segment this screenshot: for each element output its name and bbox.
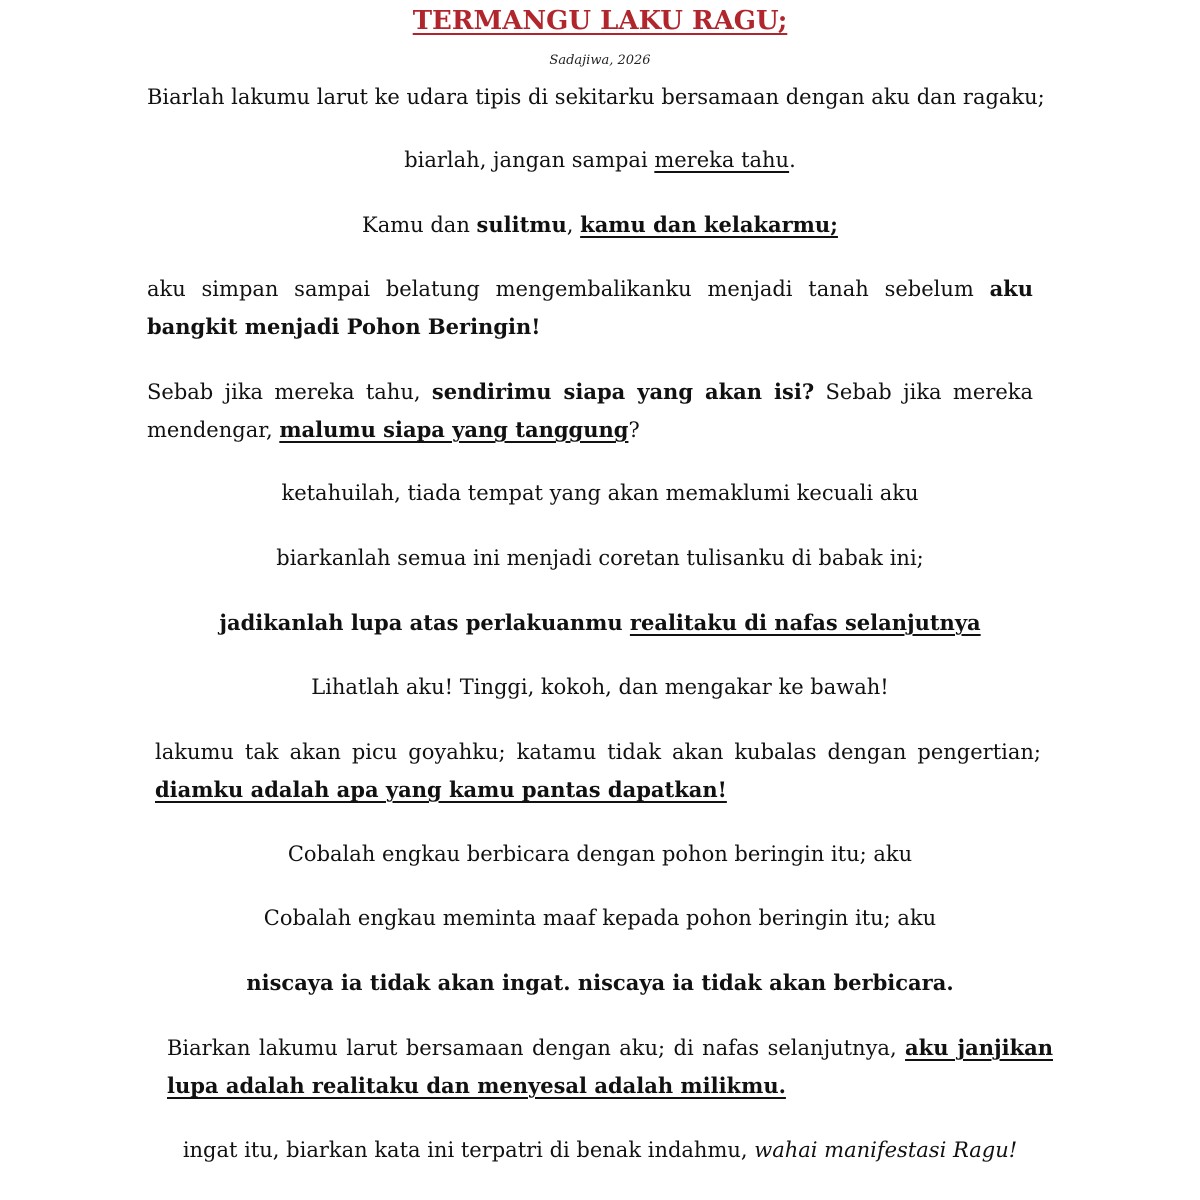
stanza-14-text: Biarkan lakumu larut bersamaan dengan aku; di nafas selanjutnya, bbox=[167, 1036, 906, 1060]
stanza-5-text-2: Sebab jika mereka mendengar, bbox=[147, 380, 1033, 442]
stanza-3 bbox=[0, 206, 1200, 244]
stanza-8-bold-underlined: realitaku di nafas selanjutnya bbox=[629, 610, 981, 635]
stanza-2 bbox=[0, 141, 1200, 179]
stanza-10 bbox=[155, 733, 1041, 809]
stanza-15-italic: wahai manifestasi Ragu! bbox=[754, 1138, 1018, 1162]
stanza-10-bold-underlined: diamku adalah apa yang kamu pantas dapatkan! bbox=[155, 777, 727, 802]
stanza-5-end: ? bbox=[628, 418, 640, 442]
stanza-5 bbox=[147, 373, 1033, 449]
poem-byline: Sadajiwa, 2026 bbox=[549, 53, 651, 68]
stanza-15-text: ingat itu, biarkan kata ini terpatri di benak indahmu, bbox=[182, 1138, 755, 1162]
stanza-5-text: Sebab jika mereka tahu, bbox=[147, 380, 432, 404]
stanza-15 bbox=[0, 1131, 1200, 1169]
stanza-13: niscaya ia tidak akan ingat. niscaya ia tidak akan berbicara. bbox=[246, 970, 954, 995]
stanza-3-bold-underlined: kamu dan kelakarmu; bbox=[580, 212, 838, 237]
stanza-4-text: aku simpan sampai belatung mengembalikanku menjadi tanah sebelum bbox=[147, 277, 990, 301]
stanza-1: Biarlah lakumu larut ke udara tipis di sekitarku bersamaan dengan aku dan ragaku; bbox=[147, 85, 1045, 109]
stanza-7: biarkanlah semua ini menjadi coretan tulisanku di babak ini; bbox=[276, 546, 924, 570]
stanza-5-bold: sendirimu siapa yang akan isi? bbox=[431, 379, 815, 404]
stanza-3-comma: , bbox=[566, 213, 581, 237]
stanza-4-bold: aku bangkit menjadi Pohon Beringin! bbox=[147, 276, 1033, 339]
stanza-12: Cobalah engkau meminta maaf kepada pohon beringin itu; aku bbox=[263, 906, 937, 930]
stanza-11: Cobalah engkau berbicara dengan pohon beringin itu; aku bbox=[287, 842, 913, 866]
stanza-3-bold: sulitmu bbox=[476, 212, 567, 237]
stanza-5-bold-underlined: malumu siapa yang tanggung bbox=[279, 417, 629, 442]
stanza-2-underlined: mereka tahu bbox=[654, 148, 790, 172]
stanza-6: ketahuilah, tiada tempat yang akan memaklumi kecuali aku bbox=[281, 481, 919, 505]
stanza-14 bbox=[167, 1029, 1053, 1105]
stanza-10-text: lakumu tak akan picu goyahku; katamu tidak akan kubalas dengan pengertian; bbox=[155, 740, 1041, 764]
poem-title: TERMANGU LAKU RAGU; bbox=[412, 6, 788, 36]
stanza-8-bold: jadikanlah lupa atas perlakuanmu bbox=[219, 610, 630, 635]
stanza-3-text: Kamu dan bbox=[362, 213, 477, 237]
stanza-2-end: . bbox=[789, 148, 796, 172]
stanza-8 bbox=[0, 604, 1200, 642]
stanza-9: Lihatlah aku! Tinggi, kokoh, dan mengakar ke bawah! bbox=[311, 675, 889, 699]
stanza-4 bbox=[147, 270, 1033, 346]
stanza-14-bold-underlined: aku janjikan lupa adalah realitaku dan menyesal adalah milikmu. bbox=[167, 1035, 1053, 1098]
stanza-2-text: biarlah, jangan sampai bbox=[404, 148, 655, 172]
